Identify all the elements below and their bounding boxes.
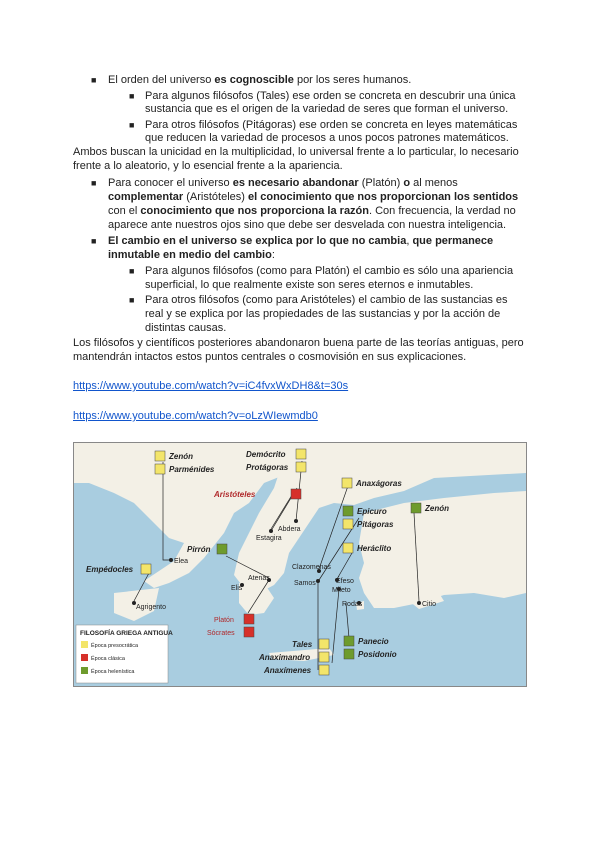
label-epicuro: Epicuro	[357, 507, 387, 516]
place-abdera: Abdera	[278, 526, 301, 533]
marker-anaximenes	[319, 665, 329, 675]
text: (Platón)	[358, 177, 404, 189]
legend-swatch-classic	[81, 654, 88, 661]
marker-aristoteles	[291, 489, 301, 499]
label-aristoteles: Aristóteles	[214, 490, 256, 499]
text: El orden del universo	[108, 74, 215, 86]
marker-democrito	[296, 449, 306, 459]
marker-tales	[319, 639, 329, 649]
list1-sub1-line1: Para algunos filósofos (Tales) ese orden se concreta en descubrir una única	[145, 90, 516, 102]
marker-socrates	[244, 627, 254, 637]
label-heraclito: Heráclito	[357, 544, 392, 553]
label-anaximandro: Anaximandro	[259, 653, 311, 662]
place-estagira: Estagira	[256, 535, 282, 542]
marker-empedocles	[141, 564, 151, 574]
label-protagoras: Protágoras	[246, 463, 289, 472]
bold-text: inmutable en medio del cambio	[108, 249, 272, 261]
list2-item1-line2	[108, 191, 518, 204]
list1-item1	[108, 74, 411, 87]
paragraph1-line2: frente a lo aleatorio, y lo esencial frente a la apariencia.	[73, 160, 343, 172]
label-democrito: Demócrito	[246, 450, 286, 459]
marker-pirron	[217, 544, 227, 554]
text: Para conocer el universo	[108, 177, 233, 189]
legend-hellenistic: Época helenística	[91, 669, 135, 675]
city-dot	[417, 601, 421, 605]
bold-text: complementar	[108, 191, 184, 203]
bullet-square: ■	[129, 266, 135, 276]
map-svg	[74, 443, 526, 686]
list2-sub2-line2: real y se explica por las propiedades de las sustancias y por la acción de	[145, 308, 501, 320]
list2-item1-line1	[108, 177, 458, 190]
list1-sub2-line2: que reducen la variedad de procesos a unos pocos patrones matemáticos.	[145, 132, 509, 144]
label-platon: Platón	[214, 617, 234, 624]
list2-item2-line2	[108, 249, 275, 262]
place-samos: Samos	[294, 580, 316, 587]
text: ,	[406, 235, 413, 247]
marker-anaxagoras	[342, 478, 352, 488]
bullet-square: ■	[129, 91, 135, 101]
place-elis: Elis	[231, 585, 243, 592]
place-efeso: Éfeso	[336, 578, 354, 585]
text: (Aristóteles)	[183, 191, 248, 203]
bold-text: el conocimiento que nos proporcionan los sentidos	[248, 191, 519, 203]
place-atenas: Atenas	[248, 575, 270, 582]
legend-presocratic: Época presocrática	[91, 643, 139, 649]
bullet-square: ■	[91, 236, 97, 246]
bold-text: es cognoscible	[214, 74, 294, 86]
legend-classic: Época clásica	[91, 656, 125, 662]
text: por los seres humanos.	[293, 74, 412, 86]
marker-zenon-elea	[155, 451, 165, 461]
list2-item1-line3	[108, 205, 516, 218]
ancient-greek-philosophy-map	[73, 442, 527, 687]
youtube-link-1[interactable]: https://www.youtube.com/watch?v=iC4fvxWxDH8&t=30s	[73, 380, 349, 392]
label-pitagoras: Pitágoras	[357, 520, 394, 529]
bold-text: que permanece	[412, 235, 494, 247]
marker-heraclito	[343, 543, 353, 553]
place-mileto: Mileto	[332, 587, 351, 594]
list2-sub2-line1: Para otros filósofos (como para Aristóteles) el cambio de las sustancias es	[145, 294, 508, 306]
map-legend	[76, 625, 173, 683]
marker-parmenides	[155, 464, 165, 474]
marker-panecio	[344, 636, 354, 646]
paragraph2-line1: Los filósofos y científicos posteriores abandonaron buena parte de las teorías antiguas, pero	[73, 337, 524, 349]
list2-sub2-line3: distintas causas.	[145, 322, 227, 334]
legend-swatch-hellenistic	[81, 667, 88, 674]
place-elea: Elea	[174, 558, 189, 565]
bold-text: conocimiento que nos proporciona la razón	[140, 205, 369, 217]
marker-zenon-citio	[411, 503, 421, 513]
bullet-square: ■	[129, 120, 135, 130]
marker-platon	[244, 614, 254, 624]
label-empedocles: Empédocles	[86, 565, 134, 574]
bold-text: o	[403, 177, 411, 189]
list1-sub1-line2: sustancia que es el origen de la variedad de seres que forman el universo.	[145, 103, 509, 115]
label-anaxagoras: Anaxágoras	[356, 479, 402, 488]
label-zenon-citio: Zenón	[425, 504, 449, 513]
label-parmenides: Parménides	[169, 465, 215, 474]
place-agrigento: Agrigento	[136, 604, 166, 611]
list2-sub1-line1: Para algunos filósofos (como para Platón) el cambio es sólo una apariencia	[145, 265, 514, 277]
label-socrates: Sócrates	[207, 630, 235, 637]
place-citio: Citio	[422, 601, 437, 608]
place-clazomenas: Clazomenas	[292, 564, 331, 571]
bullet-square: ■	[91, 75, 97, 85]
place-rodas: Rodas	[342, 601, 363, 608]
label-pirron: Pirrón	[187, 545, 211, 554]
list2-item1-line4: aparece ante nuestros ojos sino que debe ser desvelada con nuestra inteligencia.	[108, 219, 507, 231]
label-tales: Tales	[292, 640, 313, 649]
marker-posidonio	[344, 649, 354, 659]
list2-item2-line1	[108, 235, 493, 248]
bold-text: es necesario abandonar	[232, 177, 359, 189]
marker-protagoras	[296, 462, 306, 472]
label-posidonio: Posidonio	[358, 650, 397, 659]
label-zenon-elea: Zenón	[169, 452, 193, 461]
list2-sub1-line2: superficial, lo que realmente existe son seres eternos e inmutables.	[145, 279, 474, 291]
list1-sub2-line1: Para otros filósofos (Pitágoras) ese orden se concreta en leyes matemáticas	[145, 119, 518, 131]
label-anaximenes: Anaxímenes	[264, 666, 312, 675]
legend-title: FILOSOFÍA GRIEGA ANTIGUA	[80, 630, 173, 637]
marker-epicuro	[343, 506, 353, 516]
text: con el	[108, 205, 141, 217]
marker-anaximandro	[319, 652, 329, 662]
bold-text: El cambio en el universo se explica por lo que no cambia	[108, 235, 407, 247]
marker-pitagoras	[343, 519, 353, 529]
text: :	[271, 249, 275, 261]
youtube-link-2[interactable]: https://www.youtube.com/watch?v=oLzWIewmdb0	[73, 410, 318, 422]
label-panecio: Panecio	[358, 637, 389, 646]
bullet-square: ■	[129, 295, 135, 305]
text: al menos	[410, 177, 458, 189]
paragraph1-line1: Ambos buscan la unicidad en la multiplicidad, lo universal frente a lo particular, lo necesario	[73, 146, 519, 158]
text: . Con frecuencia, la verdad no	[369, 205, 516, 217]
legend-swatch-presocratic	[81, 641, 88, 648]
bullet-square: ■	[91, 178, 97, 188]
paragraph2-line2: mantendrán intactos estos puntos centrales o cosmovisión en sus explicaciones.	[73, 351, 467, 363]
